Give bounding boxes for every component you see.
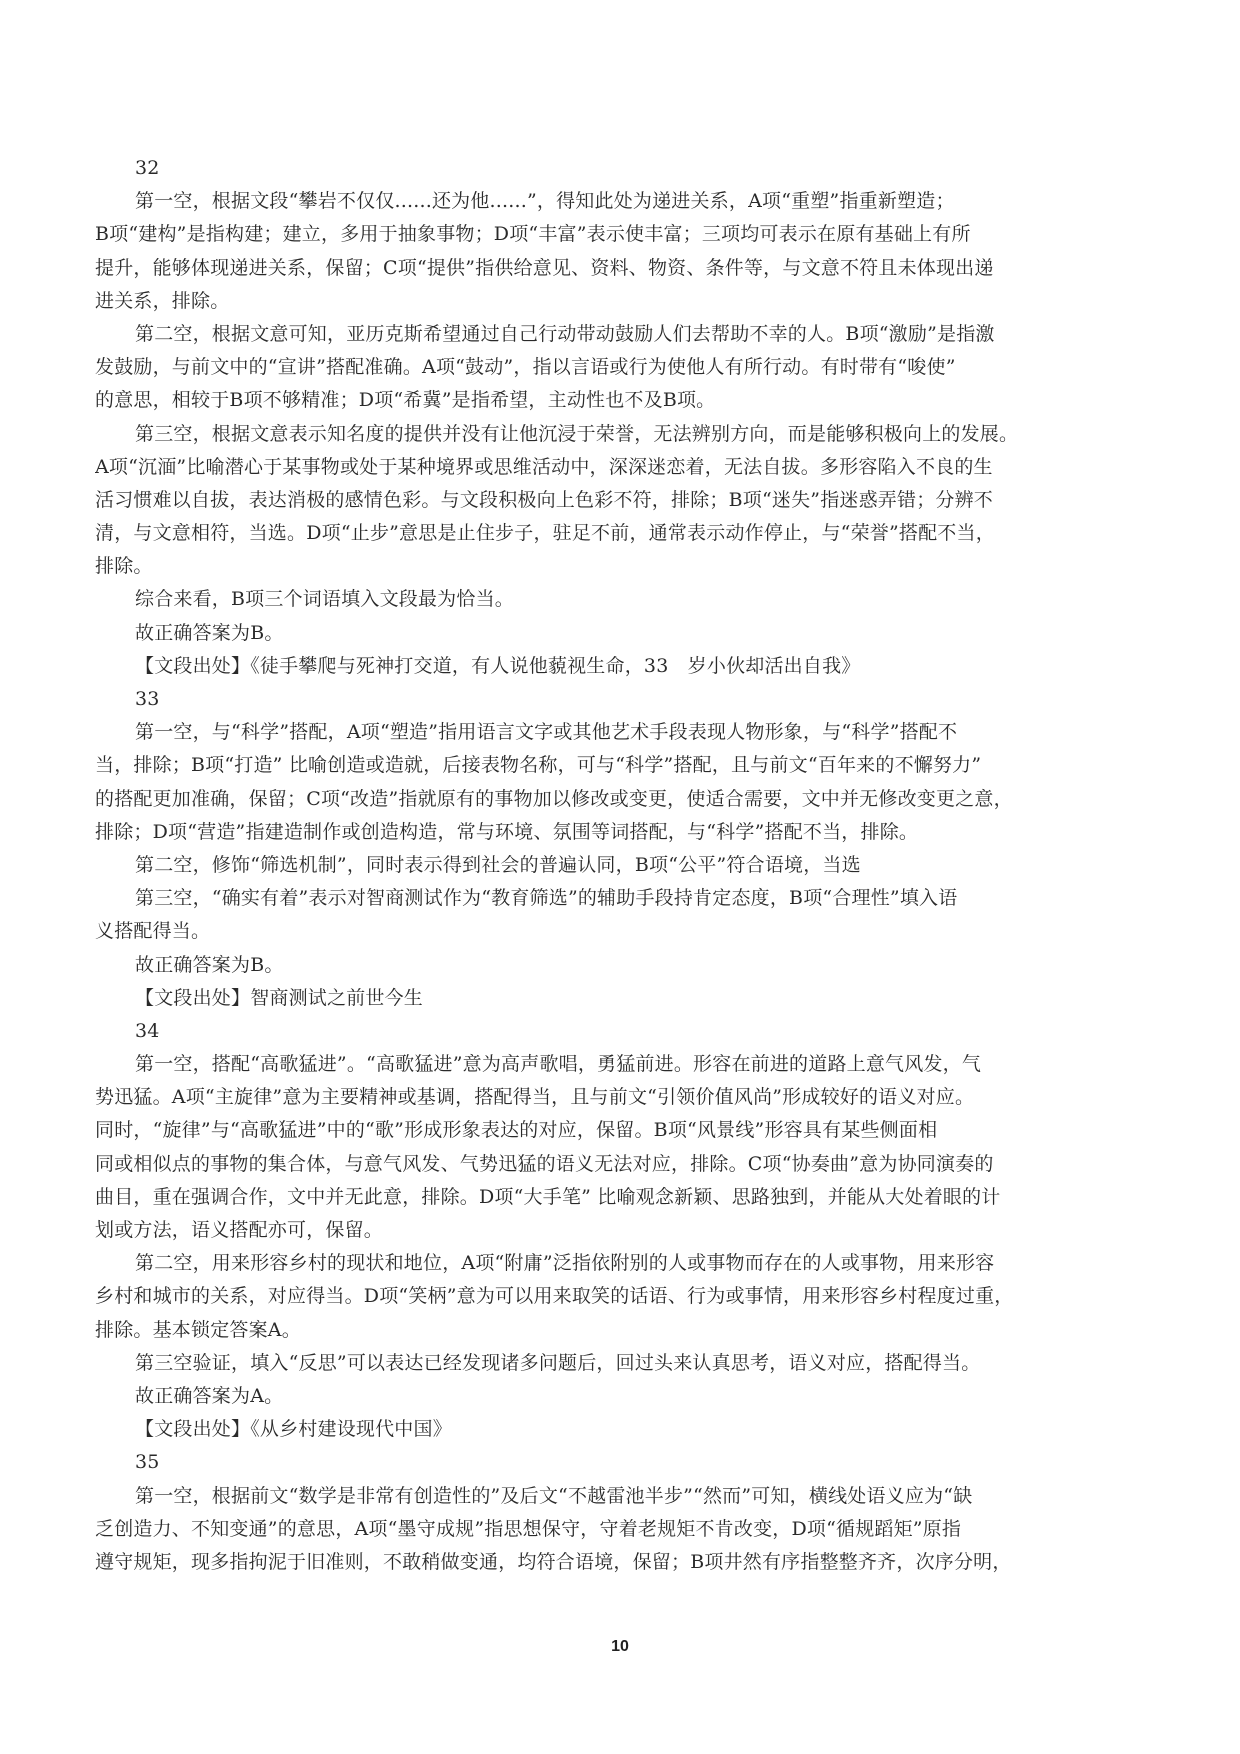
text-line: 划或方法，语义搭配亦可，保留。 bbox=[95, 1219, 384, 1241]
text-line: 势迅猛。A项“主旋律”意为主要精神或基调，搭配得当，且与前文“引领价值风尚”形成较好的语义对应。 bbox=[95, 1086, 975, 1109]
text-line: 【文段出处】《徒手攀爬与死神打交道，有人说他藐视生命，33 岁小伙却活出自我》 bbox=[135, 654, 861, 677]
text-line: 【文段出处】智商测试之前世今生 bbox=[135, 986, 424, 1009]
text-line: 第一空，根据文段“攀岩不仅仅......还为他......”，得知此处为递进关系，A项“重塑”指重新塑造； bbox=[135, 190, 955, 213]
text-line: 第一空，根据前文“数学是非常有创造性的”及后文“不越雷池半步”“然而”可知，横线处语义应为“缺 bbox=[135, 1484, 973, 1507]
text-line: 故正确答案为A。 bbox=[135, 1384, 284, 1407]
text-line: 同或相似点的事物的集合体，与意气风发、气势迅猛的语义无法对应，排除。C项“协奏曲”意为协同演奏的 bbox=[95, 1152, 994, 1175]
text-line: 义搭配得当。 bbox=[95, 920, 211, 943]
text-line: 当，排除；B项“打造” 比喻创造或造就，后接表物名称，可与“科学”搭配，且与前文“百年来的不懈努力” bbox=[95, 754, 982, 777]
text-line: 进关系，排除。 bbox=[95, 289, 230, 312]
question-number: 35 bbox=[135, 1451, 160, 1474]
page-number: 10 bbox=[611, 1638, 629, 1655]
document-body bbox=[95, 152, 1145, 1579]
text-line: 的意思，相较于B项不够精准；D项“希冀”是指希望，主动性也不及B项。 bbox=[95, 389, 716, 412]
text-line: 第三空，“确实有着”表示对智商测试作为“教育筛选”的辅助手段持肯定态度，B项“合理性”填入语 bbox=[135, 887, 958, 910]
text-line: 第三空，根据文意表示知名度的提供并没有让他沉浸于荣誉，无法辨别方向，而是能够积极向上的发展。 bbox=[135, 422, 1019, 445]
text-line: 乡村和城市的关系，对应得当。D项“笑柄”意为可以用来取笑的话语、行为或事情，用来形容乡村程度过重， bbox=[95, 1285, 1014, 1308]
text-line: 第二空，根据文意可知，亚历克斯希望通过自己行动带动鼓励人们去帮助不幸的人。B项“激励”是指激 bbox=[135, 322, 995, 345]
text-line: 曲目，重在强调合作，文中并无此意，排除。D项“大手笔” 比喻观念新颖、思路独到，并能从大处着眼的计 bbox=[95, 1185, 1001, 1208]
text-line: 故正确答案为B。 bbox=[135, 621, 284, 644]
text-line: 第二空，用来形容乡村的现状和地位，A项“附庸”泛指依附别的人或事物而存在的人或事物，用来形容 bbox=[135, 1252, 995, 1275]
text-line: 排除。 bbox=[95, 555, 153, 578]
text-line: 综合来看，B项三个词语填入文段最为恰当。 bbox=[135, 588, 514, 611]
text-line: 活习惯难以自拔，表达消极的感情色彩。与文段积极向上色彩不符，排除；B项“迷失”指迷惑弄错；分辨不 bbox=[95, 488, 993, 511]
text-line: 排除；D项“营造”指建造制作或创造构造，常与环境、氛围等词搭配，与“科学”搭配不当，排除。 bbox=[95, 820, 919, 843]
text-line: A项“沉湎”比喻潜心于某事物或处于某种境界或思维活动中，深深迷恋着，无法自拔。多形容陷入不良的生 bbox=[95, 455, 993, 478]
text-line: 【文段出处】《从乡村建设现代中国》 bbox=[135, 1418, 452, 1441]
text-line: 同时，“旋律”与“高歌猛进”中的“歌”形成形象表达的对应，保留。B项“风景线”形容具有某些侧面相 bbox=[95, 1119, 938, 1142]
text-line: 第三空验证，填入“反思”可以表达已经发现诸多问题后，回过头来认真思考，语义对应，搭配得当。 bbox=[135, 1351, 981, 1374]
text-line: 故正确答案为B。 bbox=[135, 953, 284, 976]
question-number: 33 bbox=[135, 688, 160, 710]
text-line: 提升，能够体现递进关系，保留；C项“提供”指供给意见、资料、物资、条件等，与文意不符且未体现出递 bbox=[95, 256, 994, 279]
text-line: 的搭配更加准确，保留；C项“改造”指就原有的事物加以修改或变更，使适合需要，文中并无修改变更之意， bbox=[95, 787, 1013, 810]
text-line: 第二空，修饰“筛选机制”，同时表示得到社会的普遍认同，B项“公平”符合语境，当选 bbox=[135, 853, 861, 876]
text-line: 排除。基本锁定答案A。 bbox=[95, 1318, 301, 1341]
text-line: 发鼓励，与前文中的“宣讲”搭配准确。A项“鼓动”，指以言语或行为使他人有所行动。有时带有“唆使” bbox=[95, 356, 956, 379]
text-line: B项“建构”是指构建；建立，多用于抽象事物；D项“丰富”表示使丰富；三项均可表示在原有基础上有所 bbox=[95, 223, 971, 246]
text-line: 第一空，与“科学”搭配，A项“塑造”指用语言文字或其他艺术手段表现人物形象，与“科学”搭配不 bbox=[135, 721, 958, 744]
text-line: 乏创造力、不知变通”的意思，A项“墨守成规”指思想保守，守着老规矩不肯改变，D项“循规蹈矩”原指 bbox=[95, 1517, 962, 1540]
question-number: 34 bbox=[135, 1019, 160, 1042]
question-number: 32 bbox=[135, 157, 160, 179]
text-line: 遵守规矩，现多指拘泥于旧准则，不敢稍做变通，均符合语境，保留；B项井然有序指整整齐齐，次序分明， bbox=[95, 1550, 1012, 1573]
text-line: 第一空，搭配“高歌猛进”。“高歌猛进”意为高声歌唱，勇猛前进。形容在前进的道路上意气风发，气 bbox=[135, 1053, 982, 1076]
text-line: 清，与文意相符，当选。D项“止步”意思是止住步子，驻足不前，通常表示动作停止，与“荣誉”搭配不当， bbox=[95, 522, 995, 545]
